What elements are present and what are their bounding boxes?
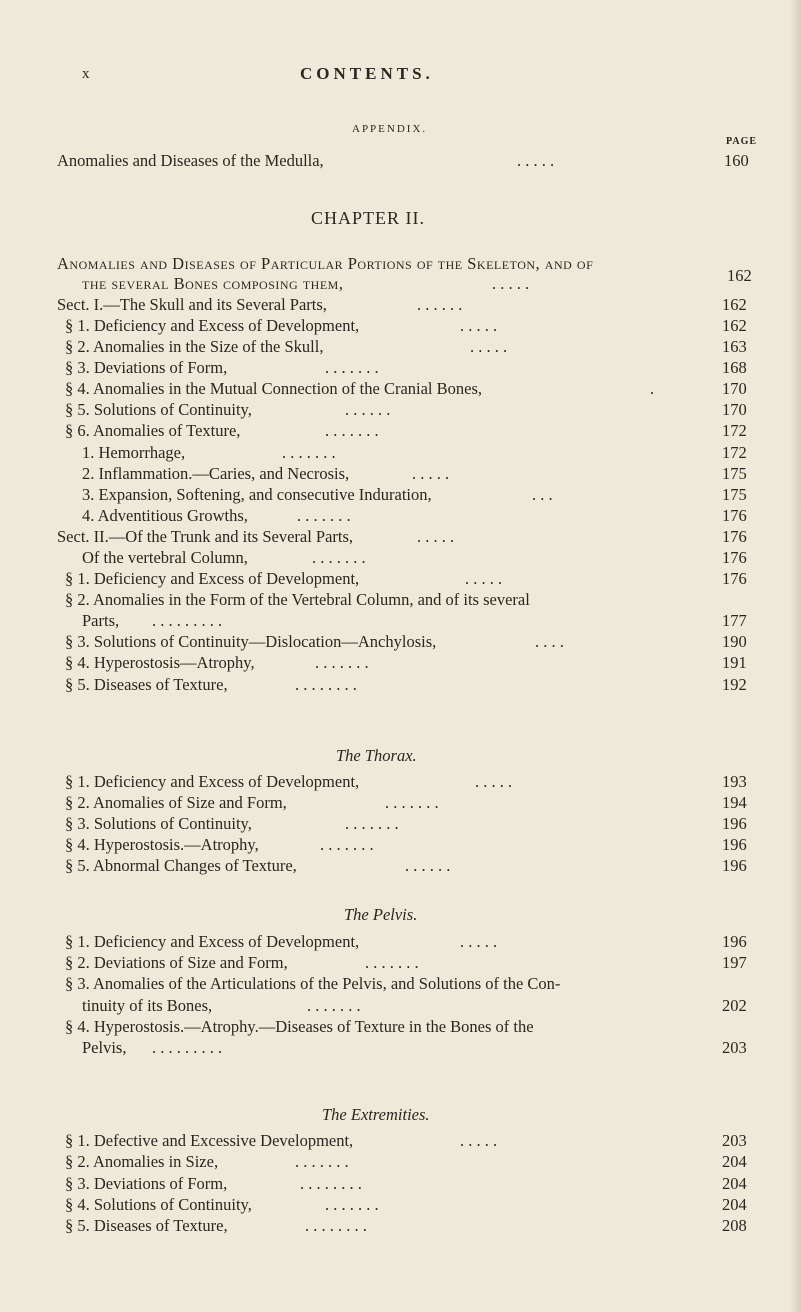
toc-entry-leader: . . . . . . . . [295, 675, 357, 694]
toc-entry-leader: . . . . . . . [325, 1195, 379, 1214]
toc-entry-leader: . . . . [535, 632, 564, 651]
page-number-roman: x [82, 66, 91, 82]
toc-entry-text: § 2. Anomalies of Size and Form, [65, 793, 287, 812]
toc-entry-text: Sect. II.—Of the Trunk and its Several Parts, [57, 527, 354, 546]
toc-entry-leader: . . . . . [475, 772, 513, 791]
toc-entry-page: 176 [722, 548, 747, 567]
toc-entry-page: 204 [722, 1195, 747, 1214]
page-column-label: PAGE [726, 136, 758, 147]
toc-entry-leader: . . . . . [492, 274, 530, 293]
toc-entry-leader: . . . . . . . [297, 506, 351, 525]
toc-entry-page: 168 [722, 358, 747, 377]
toc-entry-text: § 4. Hyperostosis.—Atrophy.—Diseases of Texture in the Bones of the [65, 1017, 534, 1036]
toc-entry-text: § 3. Solutions of Continuity, [65, 814, 252, 833]
toc-entry-text: the several Bones composing them, [82, 274, 344, 293]
toc-entry-leader: . . . . . [460, 1131, 498, 1150]
toc-entry-leader: . . . [532, 485, 553, 504]
toc-entry-page: 203 [722, 1038, 747, 1057]
appendix-label: APPENDIX. [352, 123, 428, 135]
toc-entry-text: § 5. Abnormal Changes of Texture, [65, 856, 297, 875]
toc-entry-text: § 2. Deviations of Size and Form, [65, 953, 288, 972]
toc-entry-page: 162 [727, 266, 752, 285]
toc-entry-text: § 2. Anomalies in the Form of the Vertebral Column, and of its several [65, 590, 530, 609]
toc-entry-text: § 6. Anomalies of Texture, [65, 421, 241, 440]
toc-entry-page: 176 [722, 527, 747, 546]
toc-entry-text: Anomalies and Diseases of the Medulla, [57, 151, 324, 170]
toc-entry-leader: . [650, 379, 655, 398]
toc-entry-text: § 4. Hyperostosis.—Atrophy, [65, 835, 259, 854]
toc-entry-leader: . . . . . . . [365, 953, 419, 972]
toc-entry-text: § 4. Anomalies in the Mutual Connection of the Cranial Bones, [65, 379, 483, 398]
toc-entry-leader: . . . . . [465, 569, 503, 588]
chapter-title: CHAPTER II. [311, 208, 425, 228]
toc-entry-text: § 4. Solutions of Continuity, [65, 1195, 252, 1214]
toc-entry-text: Pelvis, [82, 1038, 127, 1057]
toc-entry-page: 196 [722, 835, 747, 854]
toc-entry-leader: . . . . . . [345, 400, 391, 419]
toc-entry-page: 176 [722, 569, 747, 588]
toc-entry-leader: . . . . . [417, 527, 455, 546]
toc-entry-page: 175 [722, 485, 747, 504]
toc-entry-text: § 5. Diseases of Texture, [65, 1216, 228, 1235]
toc-entry-page: 202 [722, 996, 747, 1015]
toc-entry-text: § 3. Deviations of Form, [65, 358, 228, 377]
toc-entry-page: 208 [722, 1216, 747, 1235]
toc-entry-page: 190 [722, 632, 747, 651]
toc-entry-text: Sect. I.—The Skull and its Several Parts, [57, 295, 327, 314]
toc-entry-text: § 1. Deficiency and Excess of Development, [65, 316, 360, 335]
toc-entry-page: 196 [722, 932, 747, 951]
toc-entry-text: Of the vertebral Column, [82, 548, 248, 567]
toc-entry-leader: . . . . . . . [385, 793, 439, 812]
toc-entry-leader: . . . . . [460, 316, 498, 335]
toc-entry-leader: . . . . . [470, 337, 508, 356]
toc-entry-leader: . . . . . . [405, 856, 451, 875]
toc-entry-page: 162 [722, 316, 747, 335]
toc-entry-leader: . . . . . [412, 464, 450, 483]
running-title: CONTENTS. [300, 64, 434, 83]
toc-entry-leader: . . . . . . . [307, 996, 361, 1015]
toc-entry-page: 204 [722, 1174, 747, 1193]
toc-entry-page: 203 [722, 1131, 747, 1150]
page-edge-shadow [789, 0, 801, 1312]
toc-entry-leader: . . . . . . . [315, 653, 369, 672]
toc-entry-page: 172 [722, 443, 747, 462]
section-heading-extremities: The Extremities. [322, 1105, 430, 1124]
toc-entry-page: 176 [722, 506, 747, 525]
toc-entry-text: tinuity of its Bones, [82, 996, 213, 1015]
toc-entry-text: § 3. Deviations of Form, [65, 1174, 228, 1193]
toc-entry-leader: . . . . . . . [345, 814, 399, 833]
section-heading-pelvis: The Pelvis. [344, 905, 418, 924]
toc-entry-page: 177 [722, 611, 747, 630]
toc-entry-page: 193 [722, 772, 747, 791]
toc-entry-leader: . . . . . . . [295, 1152, 349, 1171]
toc-entry-text: § 1. Deficiency and Excess of Development, [65, 772, 360, 791]
toc-entry-text: § 4. Hyperostosis—Atrophy, [65, 653, 255, 672]
toc-entry-page: 197 [722, 953, 747, 972]
toc-entry-text: § 2. Anomalies in the Size of the Skull, [65, 337, 324, 356]
toc-entry-leader: . . . . . . . . . [152, 611, 223, 630]
chapter-intro-line1: Anomalies and Diseases of Particular Portions of the Skeleton, and of [57, 254, 594, 273]
toc-entry-leader: . . . . . . . [325, 421, 379, 440]
toc-entry-text: § 3. Solutions of Continuity—Dislocation—Anchylosis, [65, 632, 437, 651]
toc-entry-leader: . . . . . . [417, 295, 463, 314]
toc-entry-leader: . . . . . [517, 151, 555, 170]
toc-entry-text: § 5. Solutions of Continuity, [65, 400, 252, 419]
toc-entry-text: 4. Adventitious Growths, [82, 506, 248, 525]
toc-entry-page: 191 [722, 653, 747, 672]
section-heading-thorax: The Thorax. [336, 746, 417, 765]
toc-entry-leader: . . . . . . . . [300, 1174, 362, 1193]
toc-entry-leader: . . . . . . . [282, 443, 336, 462]
toc-entry-text: 2. Inflammation.—Caries, and Necrosis, [82, 464, 350, 483]
toc-entry-text: § 1. Defective and Excessive Development, [65, 1131, 354, 1150]
toc-entry-text: § 1. Deficiency and Excess of Development, [65, 932, 360, 951]
toc-entry-leader: . . . . . . . [325, 358, 379, 377]
toc-entry-leader: . . . . . . . . . [152, 1038, 223, 1057]
toc-entry-page: 175 [722, 464, 747, 483]
toc-entry-page: 204 [722, 1152, 747, 1171]
toc-entry-leader: . . . . . [460, 932, 498, 951]
toc-entry-page: 160 [724, 151, 749, 170]
toc-entry-page: 170 [722, 400, 747, 419]
toc-entry-text: § 3. Anomalies of the Articulations of the Pelvis, and Solutions of the Con- [65, 974, 561, 993]
toc-entry-text: § 5. Diseases of Texture, [65, 675, 228, 694]
toc-entry-page: 196 [722, 856, 747, 875]
toc-entry-page: 196 [722, 814, 747, 833]
toc-entry-text: § 2. Anomalies in Size, [65, 1152, 219, 1171]
toc-entry-text: § 1. Deficiency and Excess of Development, [65, 569, 360, 588]
toc-entry-leader: . . . . . . . [312, 548, 366, 567]
toc-entry-page: 170 [722, 379, 747, 398]
toc-entry-text: 3. Expansion, Softening, and consecutive Induration, [82, 485, 432, 504]
toc-entry-page: 192 [722, 675, 747, 694]
toc-entry-page: 163 [722, 337, 747, 356]
toc-entry-text: 1. Hemorrhage, [82, 443, 186, 462]
toc-entry-leader: . . . . . . . . [305, 1216, 367, 1235]
toc-entry-page: 194 [722, 793, 747, 812]
toc-entry-leader: . . . . . . . [320, 835, 374, 854]
toc-entry-text: Parts, [82, 611, 120, 630]
toc-entry-page: 162 [722, 295, 747, 314]
toc-entry-page: 172 [722, 421, 747, 440]
